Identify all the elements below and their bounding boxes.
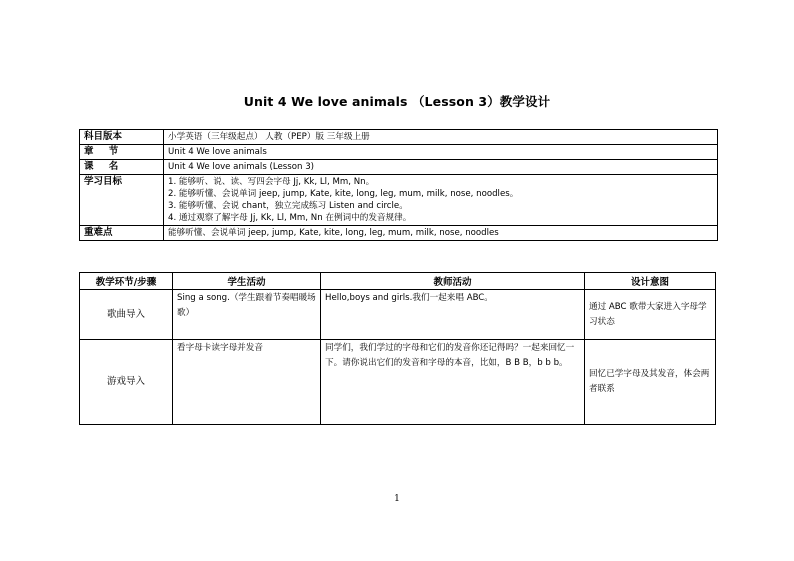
info-row-chapter: [80, 145, 718, 160]
info-row-subject: [80, 130, 718, 145]
objective-item: 3. 能够听懂、会说 chant，独立完成练习 Listen and circle。: [168, 201, 408, 211]
teacher-activity-cell: 同学们，我们学过的字母和它们的发音你还记得吗？一起来回忆一下。请你说出它们的发音和字母的本音，比如，B B B，b b b。: [321, 340, 585, 425]
info-value: 能够听懂、会说单词 jeep, jump, Kate, kite, long, leg, mum, milk, nose, noodles: [164, 226, 718, 241]
purpose-cell: 通过 ABC 歌带大家进入字母学习状态: [585, 290, 716, 340]
info-label: 学习目标: [80, 175, 164, 226]
info-value: Unit 4 We love animals: [164, 145, 718, 160]
header-stage: 教学环节/步骤: [80, 273, 173, 290]
plan-row-game: [80, 340, 716, 425]
objectives-list: [164, 175, 718, 226]
header-teacher: 教师活动: [321, 273, 585, 290]
stage-cell: 歌曲导入: [80, 290, 173, 340]
purpose-cell: 回忆已学字母及其发音，体会两者联系: [585, 340, 716, 425]
teaching-plan-table: [79, 272, 716, 425]
info-row-keypoints: [80, 226, 718, 241]
course-info-table: [79, 129, 718, 241]
document-title: Unit 4 We love animals （Lesson 3）教学设计: [243, 94, 551, 109]
info-row-objectives: [80, 175, 718, 226]
plan-header-row: [80, 273, 716, 290]
objective-item: 2. 能够听懂、会说单词 jeep, jump, Kate, kite, long, leg, mum, milk, nose, noodles。: [168, 189, 519, 199]
header-purpose: 设计意图: [585, 273, 716, 290]
teacher-activity-cell: Hello,boys and girls.我们一起来唱 ABC。: [321, 290, 585, 340]
info-label: 科目版本: [80, 130, 164, 145]
info-label: 课 名: [80, 160, 164, 175]
objective-item: 1. 能够听、说、读、写四会字母 Jj, Kk, Ll, Mm, Nn。: [168, 177, 375, 187]
student-activity-cell: Sing a song.（学生跟着节奏唱暖场歌）: [173, 290, 321, 340]
stage-cell: 游戏导入: [80, 340, 173, 425]
student-activity-cell: 看字母卡读字母并发音: [173, 340, 321, 425]
info-value: 小学英语（三年级起点） 人教（PEP）版 三年级上册: [164, 130, 718, 145]
plan-row-song: [80, 290, 716, 340]
header-student: 学生活动: [173, 273, 321, 290]
info-row-lesson: [80, 160, 718, 175]
objective-item: 4. 通过观察了解字母 Jj, Kk, Ll, Mm, Nn 在例词中的发音规律。: [168, 213, 412, 223]
page-number: 1: [394, 494, 400, 504]
info-label: 章 节: [80, 145, 164, 160]
info-label: 重难点: [80, 226, 164, 241]
info-value: Unit 4 We love animals (Lesson 3): [164, 160, 718, 175]
